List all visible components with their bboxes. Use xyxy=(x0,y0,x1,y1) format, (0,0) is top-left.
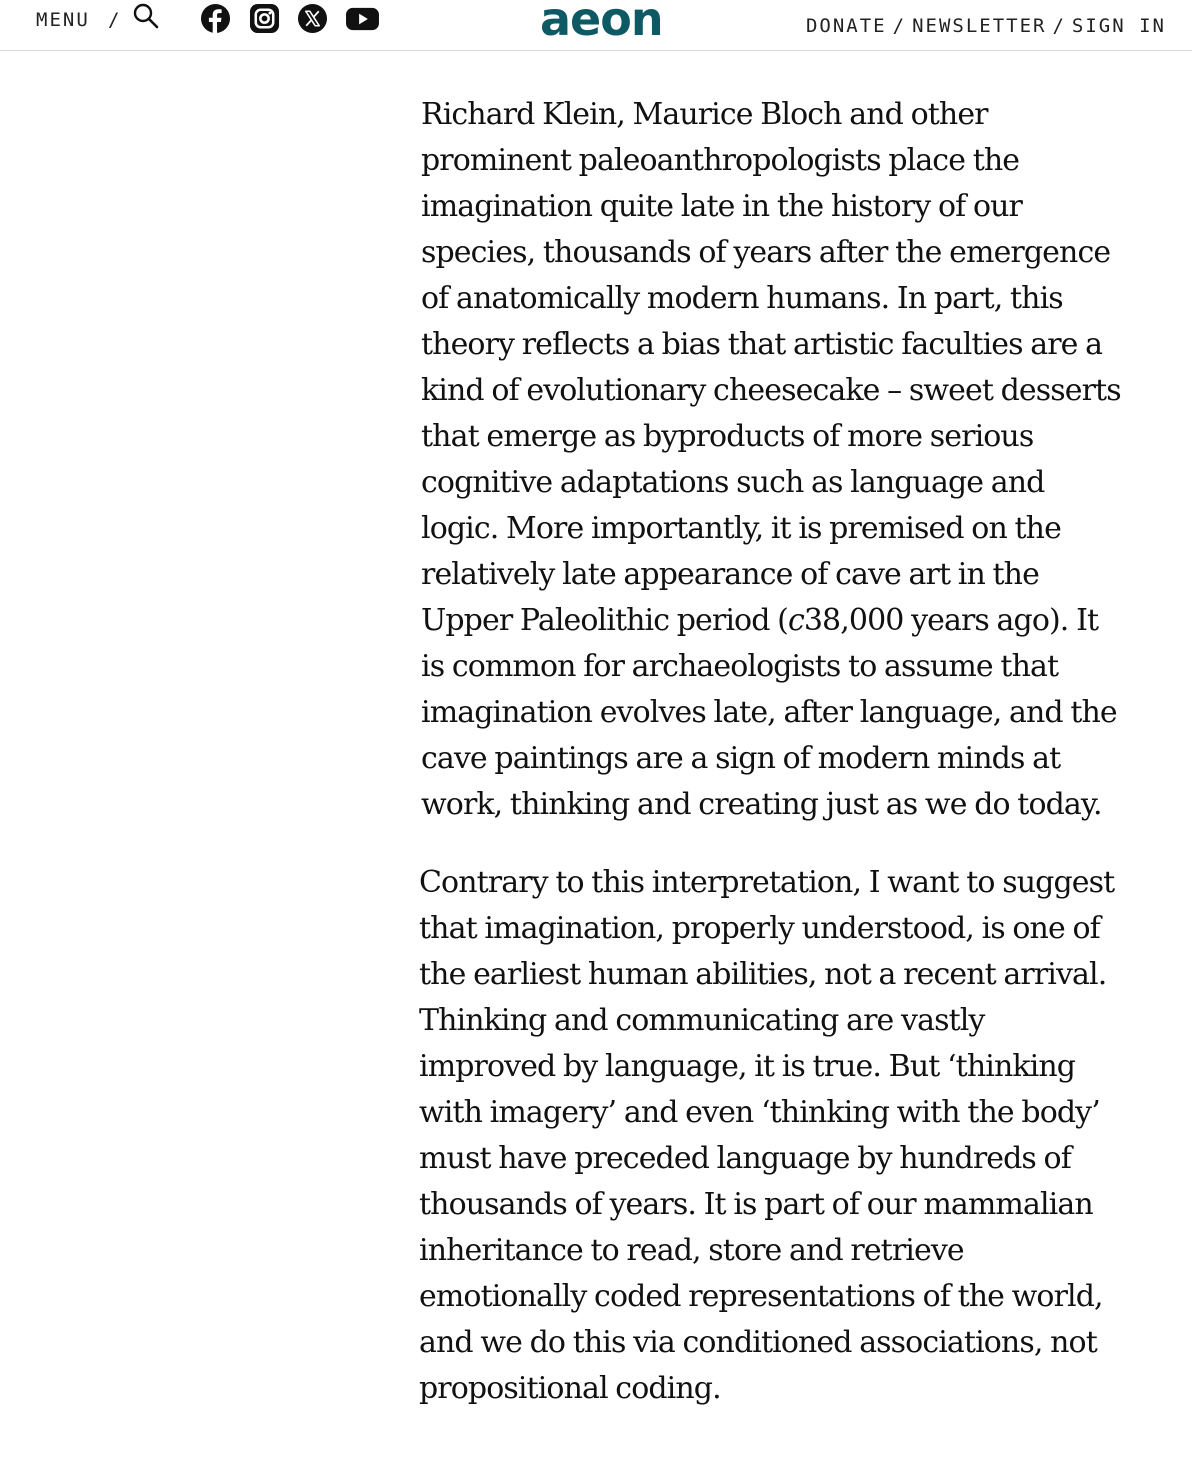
newsletter-link[interactable]: NEWSLETTER xyxy=(912,15,1047,37)
nav-separator: / xyxy=(892,15,907,37)
x-icon[interactable] xyxy=(297,3,328,34)
aeon-logo[interactable]: aeon xyxy=(540,0,663,46)
article-paragraph: Contrary to this interpretation, I want to suggest that imagination, properly understood, is one of the earliest human abilities, not a recent arrival. Thinking and communicating are vastly improved by language, it is true. But ‘thinking with imagery’ and even ‘thinking with the body’ must have preceded language by hundreds of thousands of years. It is part of our mammalian inheritance to read, store and retrieve emotionally coded representations of the world, and we do this via conditioned associations, not propositional coding. xyxy=(419,865,1115,1406)
facebook-icon[interactable] xyxy=(200,3,231,34)
menu-link[interactable]: MENU xyxy=(36,9,90,31)
youtube-icon[interactable] xyxy=(345,3,380,34)
search-icon[interactable] xyxy=(132,2,160,30)
article-body xyxy=(421,92,1121,1444)
instagram-icon[interactable] xyxy=(249,3,280,34)
account-navigation xyxy=(806,15,1166,37)
circa-abbreviation: c xyxy=(787,603,804,638)
article-paragraph xyxy=(421,92,1121,828)
paragraph-text: Richard Klein, Maurice Bloch and other prominent paleoanthropologists place the imagination quite late in the history of our species, thousands of years after the emergence of anatomically modern humans. In part, this theory reflects a bias that artistic faculties are a kind of evolutionary cheesecake – sweet desserts that emerge as byproducts of more serious cognitive adaptations such as language and logic. More importantly, it is premised on the relatively late appearance of cave art in the Upper Paleolithic period ( xyxy=(421,97,1121,638)
nav-separator: / xyxy=(1052,15,1066,37)
donate-link[interactable]: DONATE xyxy=(805,15,887,37)
menu-separator: / xyxy=(108,9,120,31)
sign-in-link[interactable]: SIGN IN xyxy=(1071,15,1166,37)
paragraph-text: 38,000 years ago). It is common for archaeologists to assume that imagination evolves late, after language, and the cave paintings are a sign of modern minds at work, thinking and creating just as we do today. xyxy=(421,603,1117,822)
top-navigation-bar xyxy=(0,0,1192,51)
